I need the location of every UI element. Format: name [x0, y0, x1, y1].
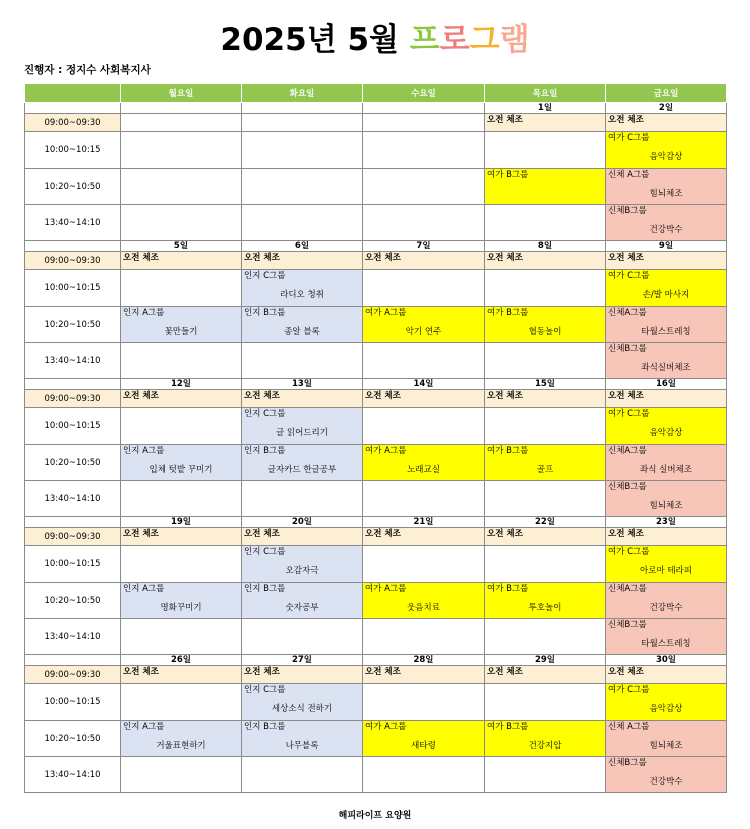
- program-cell: [121, 252, 242, 270]
- program-group: 오전 체조: [123, 667, 159, 677]
- empty-cell: [363, 270, 485, 307]
- time-label: 10:20~10:50: [25, 721, 121, 757]
- program-group: 인지 A그룹: [123, 446, 165, 456]
- program-group: 인지 B그룹: [244, 722, 286, 732]
- program-cell: [485, 721, 606, 757]
- title-program-word: [410, 22, 530, 58]
- day-header: 월요일: [121, 84, 242, 103]
- empty-cell: [363, 619, 485, 655]
- program-group: 인지 C그룹: [244, 685, 286, 695]
- time-label: 10:00~10:15: [25, 270, 121, 307]
- program-activity: 세상소식 전하기: [271, 704, 333, 714]
- time-label: 13:40~14:10: [25, 757, 121, 793]
- program-activity: 힘뇌체조: [649, 189, 683, 199]
- program-cell: [242, 684, 363, 721]
- date-cell: 16일: [606, 379, 727, 390]
- date-cell: 21일: [363, 517, 485, 528]
- empty-cell: [363, 757, 485, 793]
- date-cell: [242, 103, 363, 114]
- program-group: 신체B그룹: [608, 620, 647, 630]
- time-label: 10:20~10:50: [25, 169, 121, 205]
- time-slot-row: [25, 684, 727, 721]
- program-group: 오전 체조: [487, 115, 523, 125]
- empty-cell: [363, 408, 485, 445]
- program-group: 오전 체조: [365, 253, 401, 263]
- program-group: 오전 체조: [608, 391, 644, 401]
- program-group: 여가 C그룹: [608, 409, 650, 419]
- time-label: 10:00~10:15: [25, 132, 121, 169]
- title-prefix: 2025년 5월: [220, 22, 399, 58]
- date-row: [25, 241, 727, 252]
- program-group: 인지 C그룹: [244, 271, 286, 281]
- date-cell: 27일: [242, 655, 363, 666]
- program-activity: 라디오 청취: [280, 290, 324, 300]
- program-activity: 건강박수: [649, 603, 683, 613]
- program-activity: 골프: [536, 465, 554, 475]
- empty-cell: [242, 481, 363, 517]
- date-cell: 30일: [606, 655, 727, 666]
- empty-cell: [121, 619, 242, 655]
- time-label: 09:00~09:30: [25, 114, 121, 132]
- program-cell: [242, 445, 363, 481]
- empty-cell: [485, 684, 606, 721]
- program-group: 여가 B그룹: [487, 170, 529, 180]
- program-activity: 타월스트레칭: [641, 639, 691, 649]
- program-group: 신체A그룹: [608, 446, 647, 456]
- date-cell: 14일: [363, 379, 485, 390]
- program-group: 오전 체조: [365, 391, 401, 401]
- date-cell: 13일: [242, 379, 363, 390]
- empty-cell: [485, 205, 606, 241]
- date-cell: 20일: [242, 517, 363, 528]
- program-cell: [242, 666, 363, 684]
- time-slot-row: [25, 445, 727, 481]
- title-char: 램: [499, 22, 530, 58]
- program-cell: [363, 390, 485, 408]
- program-cell: [606, 343, 727, 379]
- program-activity: 협동놀이: [528, 327, 562, 337]
- program-group: 오전 체조: [365, 529, 401, 539]
- program-cell: [363, 583, 485, 619]
- program-group: 여가 C그룹: [608, 133, 650, 143]
- program-cell: [242, 307, 363, 343]
- empty-cell: [121, 270, 242, 307]
- empty-cell: [121, 546, 242, 583]
- time-slot-row: [25, 390, 727, 408]
- day-header: 금요일: [606, 84, 727, 103]
- time-slot-row: [25, 307, 727, 343]
- date-row-blank: [25, 517, 121, 528]
- empty-cell: [363, 684, 485, 721]
- time-label: 13:40~14:10: [25, 205, 121, 241]
- program-activity: 오감자극: [285, 566, 319, 576]
- time-slot-row: [25, 205, 727, 241]
- program-group: 오전 체조: [487, 253, 523, 263]
- date-row: [25, 655, 727, 666]
- program-group: 인지 A그룹: [123, 584, 165, 594]
- time-slot-row: [25, 583, 727, 619]
- empty-cell: [121, 205, 242, 241]
- program-cell: [606, 252, 727, 270]
- program-cell: [363, 445, 485, 481]
- program-cell: [121, 528, 242, 546]
- empty-cell: [485, 132, 606, 169]
- program-group: 오전 체조: [365, 667, 401, 677]
- program-cell: [363, 252, 485, 270]
- program-cell: [606, 408, 727, 445]
- date-row-blank: [25, 103, 121, 114]
- program-cell: [242, 408, 363, 445]
- program-group: 여가 A그룹: [365, 308, 407, 318]
- empty-cell: [121, 408, 242, 445]
- program-group: 여가 B그룹: [487, 722, 529, 732]
- time-slot-row: [25, 528, 727, 546]
- date-cell: 26일: [121, 655, 242, 666]
- program-activity: 숫자공부: [285, 603, 319, 613]
- program-group: 인지 A그룹: [123, 308, 165, 318]
- empty-cell: [242, 205, 363, 241]
- time-slot-row: [25, 270, 727, 307]
- program-activity: 명화꾸미기: [160, 603, 202, 613]
- empty-cell: [485, 546, 606, 583]
- program-activity: 힘뇌체조: [649, 741, 683, 751]
- program-cell: [363, 307, 485, 343]
- program-cell: [363, 528, 485, 546]
- date-cell: 7일: [363, 241, 485, 252]
- program-group: 인지 B그룹: [244, 308, 286, 318]
- program-cell: [606, 205, 727, 241]
- date-cell: 8일: [485, 241, 606, 252]
- program-activity: 글자카드 한글공부: [267, 465, 337, 475]
- day-header-row: [25, 84, 727, 103]
- empty-cell: [242, 343, 363, 379]
- date-cell: 2일: [606, 103, 727, 114]
- program-cell: [485, 528, 606, 546]
- time-label: 10:20~10:50: [25, 307, 121, 343]
- program-cell: [242, 546, 363, 583]
- program-activity: 건강박수: [649, 225, 683, 235]
- program-cell: [485, 666, 606, 684]
- program-activity: 악기 연주: [405, 327, 442, 337]
- program-cell: [606, 169, 727, 205]
- date-cell: 22일: [485, 517, 606, 528]
- program-group: 인지 A그룹: [123, 722, 165, 732]
- empty-cell: [485, 343, 606, 379]
- program-group: 여가 A그룹: [365, 446, 407, 456]
- time-slot-row: [25, 343, 727, 379]
- date-cell: 9일: [606, 241, 727, 252]
- program-activity: 꽃만들기: [164, 327, 198, 337]
- empty-cell: [242, 757, 363, 793]
- program-group: 오전 체조: [608, 253, 644, 263]
- program-cell: [606, 481, 727, 517]
- program-cell: [121, 666, 242, 684]
- date-row-blank: [25, 655, 121, 666]
- time-slot-row: [25, 481, 727, 517]
- program-group: 오전 체조: [244, 391, 280, 401]
- program-group: 여가 A그룹: [365, 722, 407, 732]
- program-cell: [606, 390, 727, 408]
- time-slot-row: [25, 132, 727, 169]
- time-label: 10:00~10:15: [25, 546, 121, 583]
- program-group: 여가 B그룹: [487, 446, 529, 456]
- time-label: 10:00~10:15: [25, 684, 121, 721]
- date-cell: [121, 103, 242, 114]
- program-cell: [485, 583, 606, 619]
- program-activity: 음악감상: [649, 152, 683, 162]
- program-cell: [485, 114, 606, 132]
- empty-cell: [242, 132, 363, 169]
- program-activity: 건강지압: [528, 741, 562, 751]
- conductor-label: 진행자 : 정지수 사회복지사: [24, 64, 151, 76]
- program-activity: 입체 텃밭 꾸미기: [149, 465, 213, 475]
- program-group: 오전 체조: [487, 391, 523, 401]
- program-cell: [606, 583, 727, 619]
- program-cell: [242, 390, 363, 408]
- program-cell: [363, 721, 485, 757]
- empty-cell: [485, 270, 606, 307]
- date-row-blank: [25, 379, 121, 390]
- date-cell: 15일: [485, 379, 606, 390]
- program-cell: [485, 307, 606, 343]
- empty-cell: [121, 757, 242, 793]
- time-label: 09:00~09:30: [25, 390, 121, 408]
- program-activity: 건강박수: [649, 777, 683, 787]
- program-cell: [242, 721, 363, 757]
- program-activity: 종알 블록: [284, 327, 320, 337]
- program-activity: 새타령: [411, 741, 436, 751]
- program-group: 오전 체조: [123, 529, 159, 539]
- empty-cell: [121, 169, 242, 205]
- program-group: 오전 체조: [123, 391, 159, 401]
- program-cell: [606, 270, 727, 307]
- date-cell: 1일: [485, 103, 606, 114]
- program-cell: [121, 445, 242, 481]
- program-activity: 타월스트레칭: [641, 327, 691, 337]
- schedule-table: [24, 83, 727, 793]
- empty-cell: [363, 114, 485, 132]
- program-group: 여가 C그룹: [608, 685, 650, 695]
- time-slot-row: [25, 169, 727, 205]
- program-group: 여가 B그룹: [487, 584, 529, 594]
- date-cell: 19일: [121, 517, 242, 528]
- program-cell: [606, 546, 727, 583]
- program-activity: 투호놀이: [528, 603, 562, 613]
- empty-cell: [485, 481, 606, 517]
- program-cell: [485, 445, 606, 481]
- program-group: 신체A그룹: [608, 584, 647, 594]
- title-char: 프: [409, 22, 440, 58]
- program-activity: 웃음치료: [407, 603, 440, 613]
- time-label: 10:20~10:50: [25, 583, 121, 619]
- program-activity: 글 읽어드리기: [276, 428, 328, 438]
- footer-facility-name: 해피라이프 요양원: [338, 811, 412, 821]
- program-group: 오전 체조: [244, 529, 280, 539]
- program-activity: 좌식실버체조: [641, 363, 691, 373]
- program-group: 오전 체조: [123, 253, 159, 263]
- program-cell: [121, 307, 242, 343]
- empty-cell: [121, 132, 242, 169]
- date-row-blank: [25, 241, 121, 252]
- program-cell: [606, 684, 727, 721]
- empty-cell: [121, 684, 242, 721]
- empty-cell: [363, 546, 485, 583]
- program-cell: [606, 132, 727, 169]
- program-group: 신체B그룹: [608, 482, 647, 492]
- empty-cell: [363, 169, 485, 205]
- program-group: 신체B그룹: [608, 758, 647, 768]
- date-cell: [363, 103, 485, 114]
- program-group: 오전 체조: [244, 667, 280, 677]
- day-header: 수요일: [363, 84, 485, 103]
- time-slot-row: [25, 252, 727, 270]
- program-cell: [363, 666, 485, 684]
- header-corner: [25, 84, 121, 103]
- program-cell: [242, 583, 363, 619]
- title-char: 그: [469, 22, 500, 58]
- program-group: 신체 A그룹: [608, 722, 650, 732]
- program-cell: [121, 721, 242, 757]
- time-label: 10:00~10:15: [25, 408, 121, 445]
- program-cell: [121, 390, 242, 408]
- time-label: 13:40~14:10: [25, 343, 121, 379]
- program-activity: 좌식 실버체조: [640, 465, 692, 475]
- empty-cell: [121, 114, 242, 132]
- program-activity: 나무블록: [285, 741, 319, 751]
- time-slot-row: [25, 666, 727, 684]
- program-cell: [485, 169, 606, 205]
- empty-cell: [363, 205, 485, 241]
- program-group: 오전 체조: [244, 253, 280, 263]
- program-cell: [485, 252, 606, 270]
- program-group: 여가 B그룹: [487, 308, 529, 318]
- date-cell: 29일: [485, 655, 606, 666]
- time-slot-row: [25, 619, 727, 655]
- program-cell: [606, 757, 727, 793]
- program-activity: 거울표현하기: [156, 741, 206, 751]
- program-group: 인지 C그룹: [244, 409, 286, 419]
- program-group: 여가 A그룹: [365, 584, 407, 594]
- empty-cell: [363, 343, 485, 379]
- empty-cell: [242, 114, 363, 132]
- program-activity: 음악감상: [649, 704, 683, 714]
- program-cell: [242, 270, 363, 307]
- time-label: 13:40~14:10: [25, 619, 121, 655]
- program-activity: 힘뇌체조: [649, 501, 683, 511]
- program-group: 인지 B그룹: [244, 584, 286, 594]
- program-group: 오전 체조: [608, 667, 644, 677]
- program-cell: [121, 583, 242, 619]
- program-activity: 음악감상: [649, 428, 683, 438]
- program-group: 신체A그룹: [608, 308, 647, 318]
- empty-cell: [363, 481, 485, 517]
- program-cell: [606, 307, 727, 343]
- time-label: 09:00~09:30: [25, 252, 121, 270]
- empty-cell: [485, 619, 606, 655]
- program-cell: [606, 114, 727, 132]
- program-group: 여가 C그룹: [608, 547, 650, 557]
- program-group: 오전 체조: [608, 115, 644, 125]
- time-slot-row: [25, 546, 727, 583]
- program-cell: [242, 528, 363, 546]
- date-cell: 28일: [363, 655, 485, 666]
- program-group: 오전 체조: [487, 529, 523, 539]
- program-group: 신체B그룹: [608, 344, 647, 354]
- empty-cell: [485, 757, 606, 793]
- program-group: 여가 C그룹: [608, 271, 650, 281]
- time-slot-row: [25, 721, 727, 757]
- day-header: 화요일: [242, 84, 363, 103]
- program-cell: [485, 390, 606, 408]
- page-title: [0, 14, 750, 59]
- program-cell: [606, 619, 727, 655]
- program-activity: 아로마 테라피: [640, 566, 692, 576]
- program-cell: [242, 252, 363, 270]
- program-cell: [606, 721, 727, 757]
- empty-cell: [121, 343, 242, 379]
- date-row: [25, 517, 727, 528]
- date-cell: 12일: [121, 379, 242, 390]
- program-group: 오전 체조: [608, 529, 644, 539]
- program-activity: 노래교실: [407, 465, 440, 475]
- empty-cell: [121, 481, 242, 517]
- time-label: 09:00~09:30: [25, 666, 121, 684]
- program-activity: 손/발 마사지: [642, 290, 690, 300]
- date-cell: 6일: [242, 241, 363, 252]
- time-slot-row: [25, 408, 727, 445]
- time-label: 13:40~14:10: [25, 481, 121, 517]
- program-group: 오전 체조: [487, 667, 523, 677]
- program-group: 인지 B그룹: [244, 446, 286, 456]
- empty-cell: [242, 619, 363, 655]
- time-label: 09:00~09:30: [25, 528, 121, 546]
- day-header: 목요일: [485, 84, 606, 103]
- date-row: [25, 103, 727, 114]
- empty-cell: [363, 132, 485, 169]
- title-char: 로: [439, 22, 470, 58]
- time-slot-row: [25, 114, 727, 132]
- date-cell: 5일: [121, 241, 242, 252]
- program-cell: [606, 528, 727, 546]
- date-row: [25, 379, 727, 390]
- empty-cell: [242, 169, 363, 205]
- program-cell: [606, 666, 727, 684]
- program-group: 인지 C그룹: [244, 547, 286, 557]
- program-cell: [606, 445, 727, 481]
- program-group: 신체B그룹: [608, 206, 647, 216]
- time-label: 10:20~10:50: [25, 445, 121, 481]
- program-group: 신체 A그룹: [608, 170, 650, 180]
- empty-cell: [485, 408, 606, 445]
- date-cell: 23일: [606, 517, 727, 528]
- time-slot-row: [25, 757, 727, 793]
